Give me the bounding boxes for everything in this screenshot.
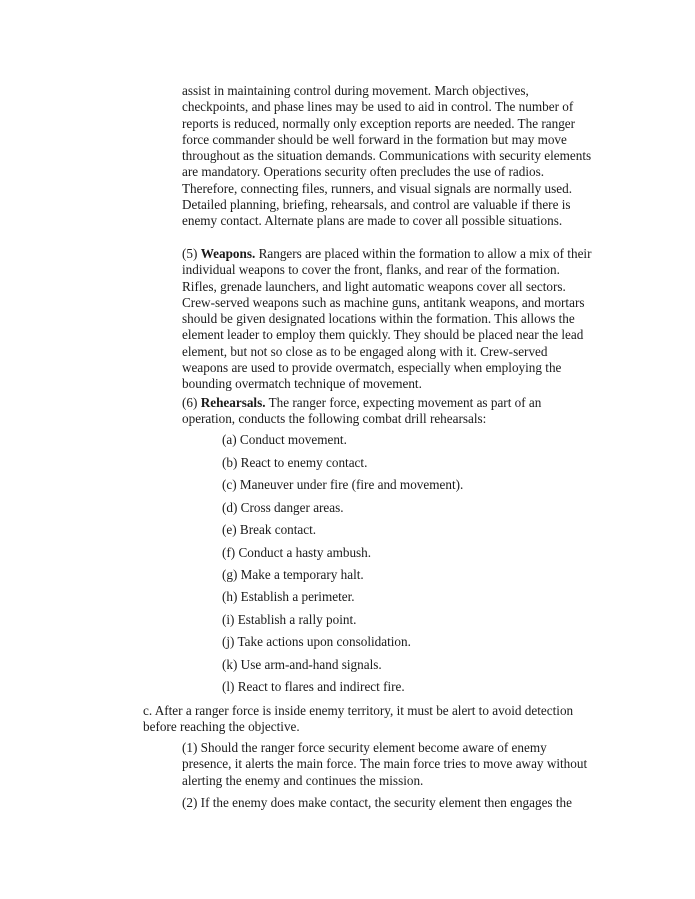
drill-list-item: (b) React to enemy contact. xyxy=(222,455,368,470)
drill-list-item: (a) Conduct movement. xyxy=(222,432,347,447)
paragraph-control: assist in maintaining control during movement. March objectives, checkpoints, and phase lines may be used to aid in control. The number of reports is reduced, normally only exception reports are needed. The ranger force commander should be well forward in the formation but may move throughout as the situation demands. Communications with security elements are mandatory. Operations security often precludes the use of radios. Therefore, connecting files, runners, and visual signals are normally used. Detailed planning, briefing, rehearsals, and control are valuable if there is enemy contact. Alternate plans are made to cover all possible situations. xyxy=(182,83,592,229)
drill-list-item: (d) Cross danger areas. xyxy=(222,500,344,515)
paragraph-number: (6) xyxy=(182,395,198,410)
drill-list-item: (e) Break contact. xyxy=(222,522,317,537)
drill-list-item: (c) Maneuver under fire (fire and movement). xyxy=(222,477,464,492)
drill-list-item: (g) Make a temporary halt. xyxy=(222,567,364,582)
drill-list-item: (l) React to flares and indirect fire. xyxy=(222,679,405,694)
paragraph-c1: (1) Should the ranger force security element become aware of enemy presence, it alerts the main force. The main force tries to move away without alerting the enemy and continues the mission. xyxy=(182,740,588,788)
paragraph-rehearsals xyxy=(182,395,594,428)
paragraph-number: (5) xyxy=(182,246,198,261)
drill-list-item: (k) Use arm-and-hand signals. xyxy=(222,657,382,672)
paragraph-body: Rangers are placed within the formation to allow a mix of their individual weapons to cover the front, flanks, and rear of the formation. Rifles, grenade launchers, and light automatic weapons cover all sectors. Crew-served weapons such as machine guns, antitank weapons, and mortars should be given designated locations within the formation. This allows the element leader to employ them quickly. They should be placed near the lead element, but not so close as to be engaged along with it. Crew-served weapons are used to provide overmatch, especially when employing the bounding overmatch technique of movement. xyxy=(182,246,592,392)
paragraph-heading-weapons: Weapons. xyxy=(200,246,256,261)
paragraph-weapons xyxy=(182,246,594,393)
paragraph-c: c. After a ranger force is inside enemy territory, it must be alert to avoid detection before reaching the objective. xyxy=(143,703,574,735)
drill-list-item: (h) Establish a perimeter. xyxy=(222,589,355,604)
paragraph-heading-rehearsals: Rehearsals. xyxy=(200,395,266,410)
paragraph-body: The ranger force, expecting movement as part of an operation, conducts the following combat drill rehearsals: xyxy=(182,395,542,427)
paragraph-c2: (2) If the enemy does make contact, the security element then engages the xyxy=(182,795,572,810)
drill-list-item: (f) Conduct a hasty ambush. xyxy=(222,545,372,560)
drill-list-item: (i) Establish a rally point. xyxy=(222,612,357,627)
drill-list-item: (j) Take actions upon consolidation. xyxy=(222,634,411,649)
